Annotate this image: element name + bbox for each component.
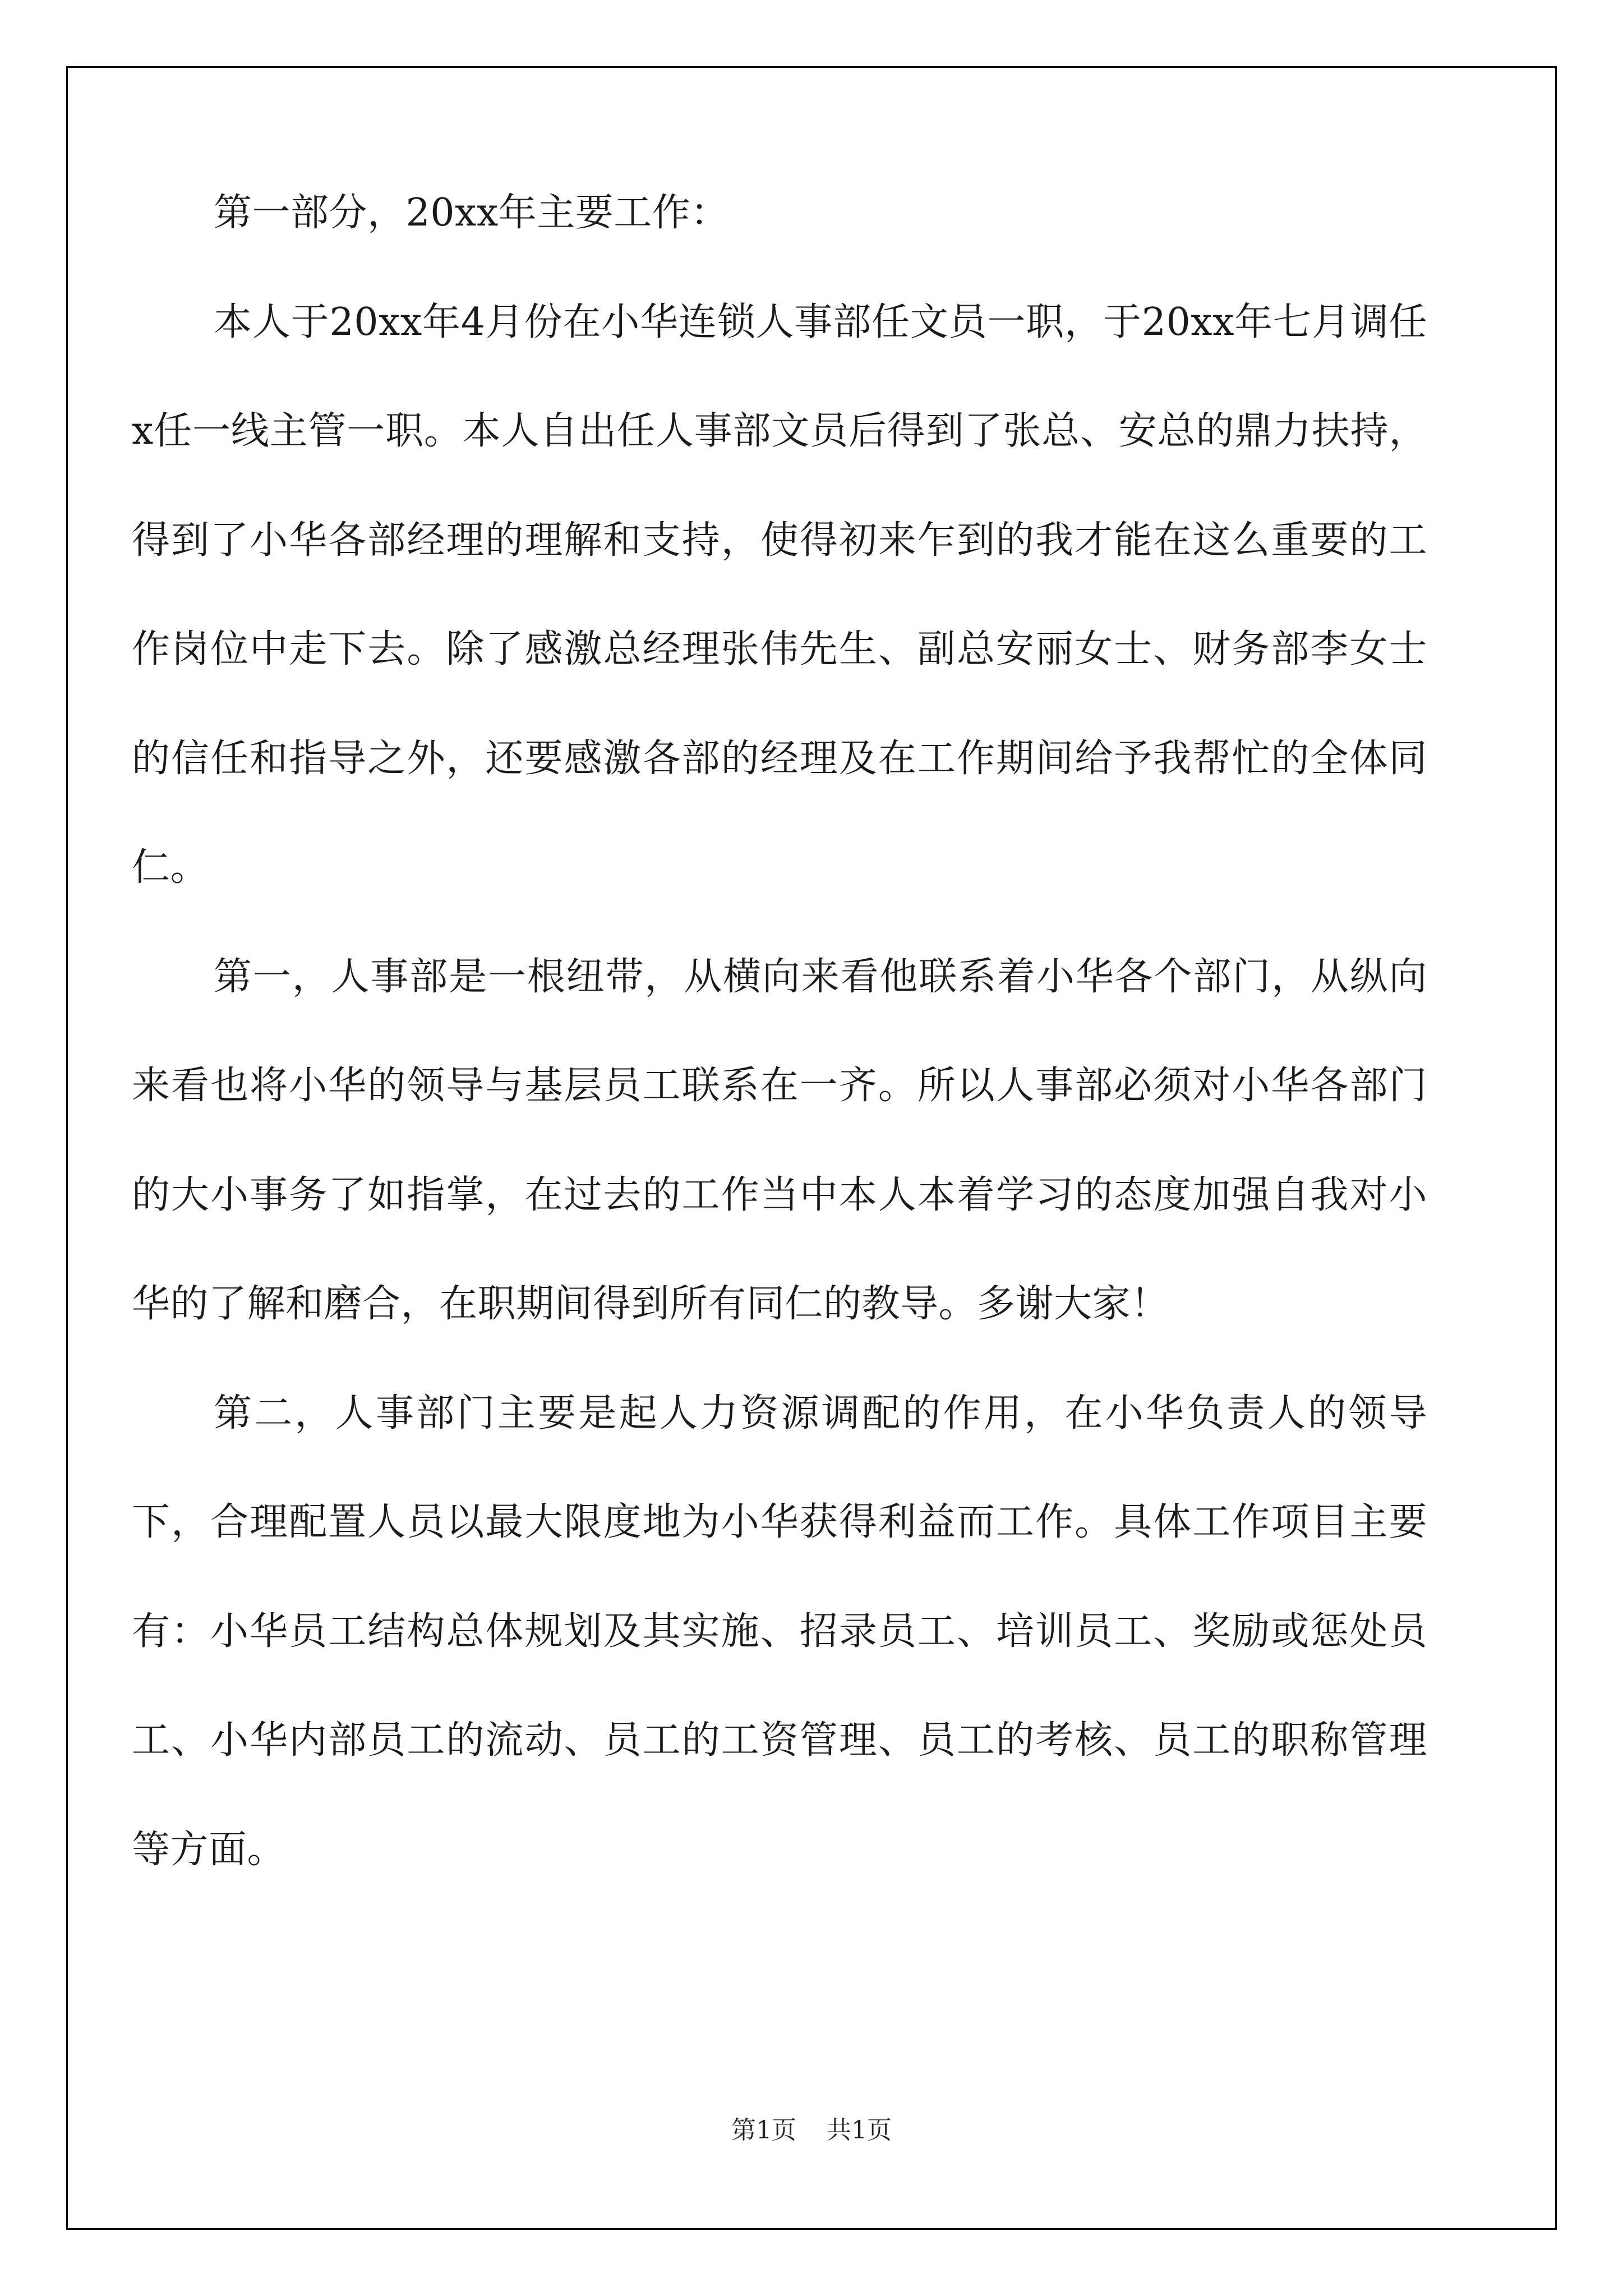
page-footer: [0, 2114, 1623, 2147]
paragraph-first-point: 第一，人事部是一根纽带，从横向来看他联系着小华各个部门，从纵向来看也将小华的领导与基层员工联系在一齐。所以人事部必须对小华各部门的大小事务了如指掌，在过去的工作当中本人本着学习的态度加强自我对小华的了解和磨合，在职期间得到所有同仁的教导。多谢大家！: [132, 954, 1427, 1326]
document-body: [132, 159, 1427, 1904]
page-total: 共1页: [827, 2116, 892, 2145]
page-number: 第1页: [731, 2116, 796, 2145]
paragraph-intro: 本人于20xx年4月份在小华连锁人事部任文员一职，于20xx年七月调任x任一线主管一职。本人自出任人事部文员后得到了张总、安总的鼎力扶持，得到了小华各部经理的理解和支持，使得初来乍到的我才能在这么重要的工作岗位中走下去。除了感激总经理张伟先生、副总安丽女士、财务部李女士的信任和指导之外，还要感激各部的经理及在工作期间给予我帮忙的全体同仁。: [132, 300, 1427, 890]
paragraph-heading: 第一部分，20xx年主要工作：: [214, 191, 729, 235]
paragraph-second-point: 第二，人事部门主要是起人力资源调配的作用，在小华负责人的领导下，合理配置人员以最大限度地为小华获得利益而工作。具体工作项目主要有：小华员工结构总体规划及其实施、招录员工、培训员工、奖励或惩处员工、小华内部员工的流动、员工的工资管理、员工的考核、员工的职称管理等方面。: [132, 1391, 1427, 1872]
